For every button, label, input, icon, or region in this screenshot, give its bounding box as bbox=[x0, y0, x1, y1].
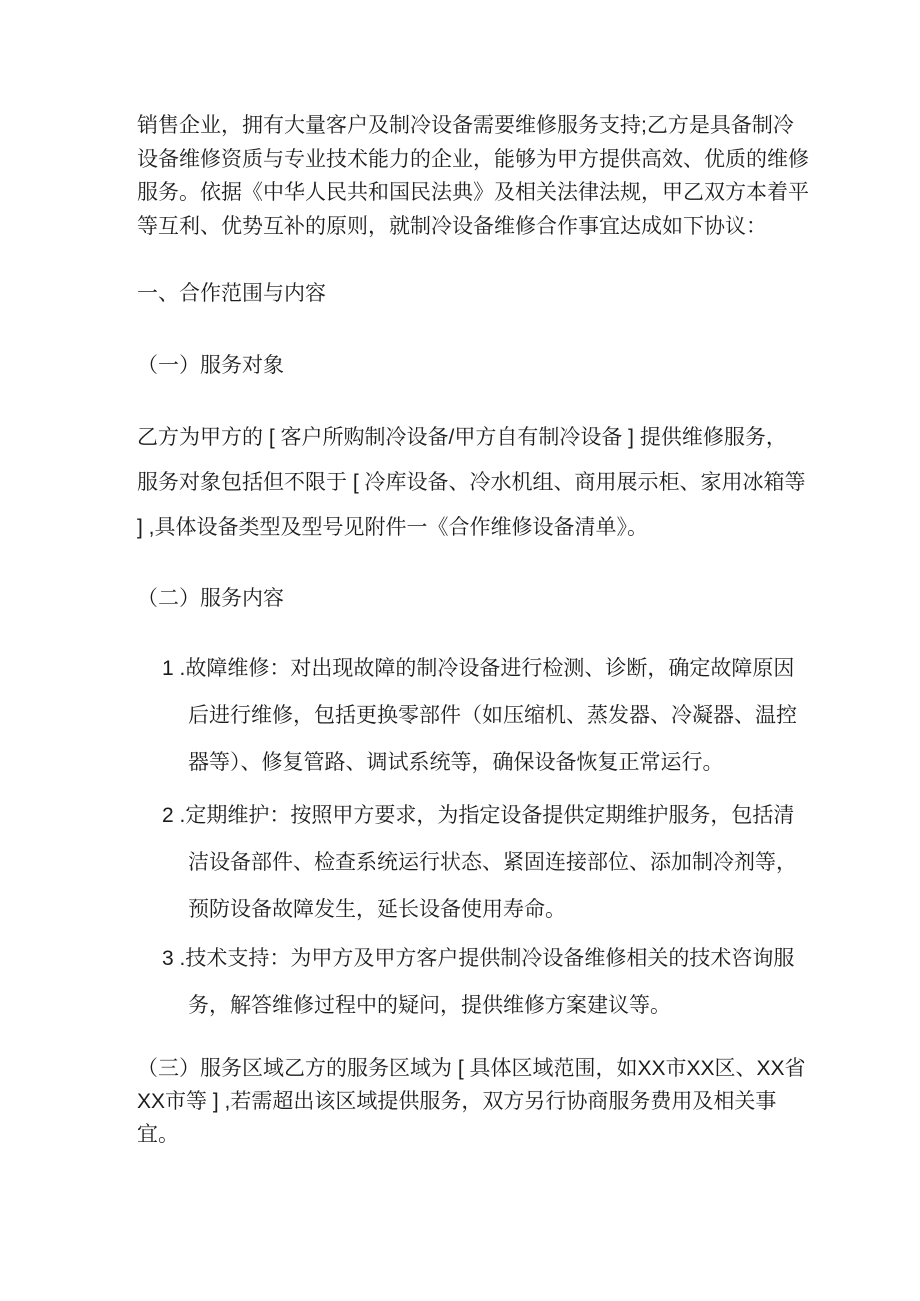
service-item-line: 器等）、修复管路、调试系统等，确保设备恢复正常运行。 bbox=[188, 751, 724, 774]
service-area-line: 宜。 bbox=[137, 1123, 179, 1146]
intro-line: 等互利、优势互补的原则，就制冷设备维修合作事宜达成如下协议： bbox=[137, 214, 767, 238]
service-item-fault-repair bbox=[162, 645, 797, 786]
service-area-line: XX市等 ] ,若需超出该区域提供服务，双方另行协商服务费用及相关事 bbox=[137, 1090, 777, 1113]
section-one-heading-text: 一、合作范围与内容 bbox=[137, 282, 326, 305]
service-item-line: 3 .技术支持：为甲方及甲方客户提供制冷设备维修相关的技术咨询服 bbox=[162, 947, 795, 970]
service-target-line: 乙方为甲方的 [ 客户所购制冷设备/甲方自有制冷设备 ] 提供维修服务， bbox=[137, 426, 787, 449]
service-target-heading bbox=[137, 349, 284, 383]
service-item-regular-maintenance bbox=[162, 792, 797, 933]
service-item-line: 务，解答维修过程中的疑问，提供维修方案建议等。 bbox=[188, 994, 671, 1017]
service-item-line: 洁设备部件、检查系统运行状态、紧固连接部位、添加制冷剂等， bbox=[188, 851, 797, 874]
service-target-paragraph bbox=[137, 415, 806, 550]
section-one-heading bbox=[137, 277, 326, 311]
service-target-line: ] ,具体设备类型及型号见附件一《合作维修设备清单》。 bbox=[137, 516, 649, 539]
service-target-heading-text: （一）服务对象 bbox=[137, 354, 284, 377]
service-target-line: 服务对象包括但不限于 [ 冷库设备、冷水机组、商用展示柜、家用冰箱等 bbox=[137, 471, 806, 494]
service-area-paragraph bbox=[137, 1052, 806, 1151]
service-item-technical-support bbox=[162, 935, 794, 1029]
service-content-heading-text: （二）服务内容 bbox=[137, 587, 284, 610]
service-item-line: 后进行维修，包括更换零部件（如压缩机、蒸发器、冷凝器、温控 bbox=[188, 704, 797, 727]
intro-paragraph bbox=[137, 109, 809, 243]
intro-line: 服务。依据《中华人民共和国民法典》及相关法律法规，甲乙双方本着平 bbox=[137, 181, 809, 204]
intro-line: 销售企业，拥有大量客户及制冷设备需要维修服务支持;乙方是具备制冷 bbox=[137, 114, 794, 137]
service-item-line: 预防设备故障发生，延长设备使用寿命。 bbox=[188, 898, 566, 921]
intro-line: 设备维修资质与专业技术能力的企业，能够为甲方提供高效、优质的维修 bbox=[137, 147, 809, 171]
service-content-heading bbox=[137, 582, 284, 616]
service-item-line: 2 .定期维护：按照甲方要求，为指定设备提供定期维护服务，包括清 bbox=[162, 804, 795, 827]
service-area-line: （三）服务区域乙方的服务区域为 [ 具体区域范围，如XX市XX区、XX省 bbox=[137, 1057, 806, 1080]
service-item-line: 1 .故障维修：对出现故障的制冷设备进行检测、诊断，确定故障原因 bbox=[162, 657, 795, 680]
